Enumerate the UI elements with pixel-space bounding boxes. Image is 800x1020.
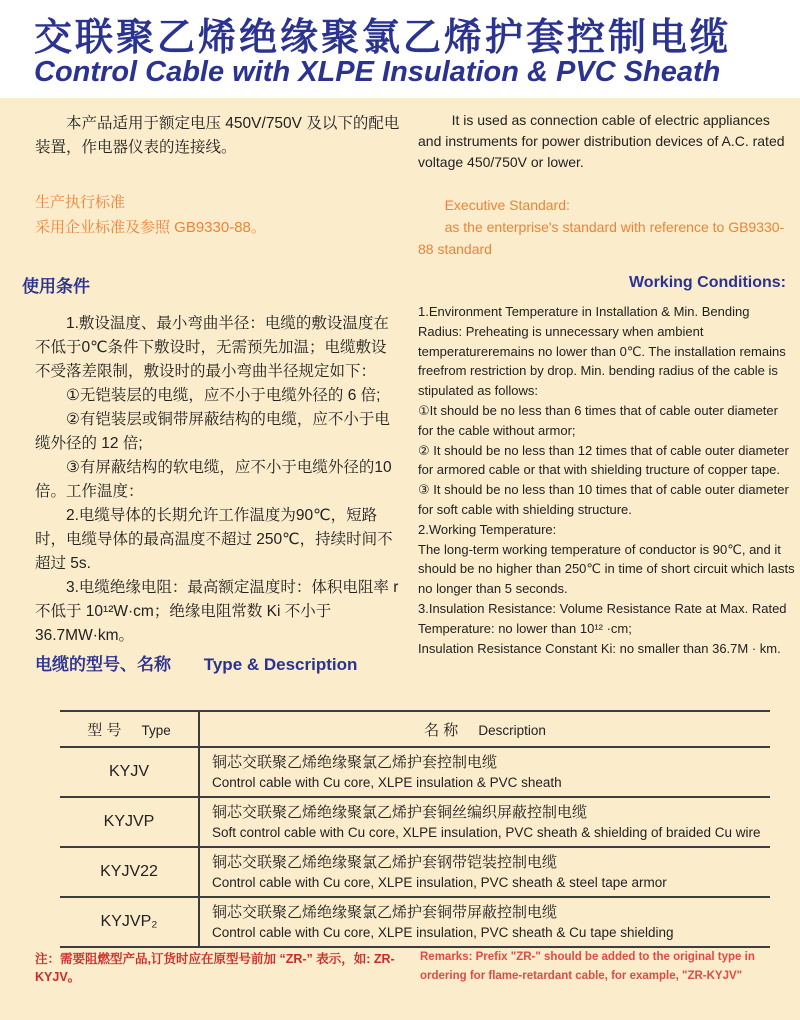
executive-standard-body-en: as the enterprise's standard with reference to GB9330-88 standard <box>418 219 785 257</box>
executive-standard-en <box>418 194 792 260</box>
working-zh-paragraph: ①无铠装层的电缆，应不小于电缆外径的 6 倍; <box>66 387 381 404</box>
table-header-row <box>60 711 770 747</box>
executive-standard-title-zh: 生产执行标准 <box>35 194 126 211</box>
working-en-paragraph: ③ It should be no less than 10 times that of cable outer diameter for soft cable with shielding structure. <box>418 482 789 517</box>
type-cell: KYJVP <box>60 797 199 847</box>
working-zh-paragraph: 3.电缆绝缘电阻：最高额定温度时：体积电阻率 r 不低于 10¹²W·cm；绝缘电阻常数 Ki 不小于 36.7MW·km。 <box>35 579 399 644</box>
table-header-type-zh: 型 号 <box>87 721 122 739</box>
working-zh-paragraph: 2.电缆导体的长期允许工作温度为90℃，短路时，电缆导体的最高温度不超过 250℃，持续时间不超过 5s. <box>35 507 393 572</box>
table-row <box>60 847 770 897</box>
intro-paragraph-zh <box>35 112 400 160</box>
table-row <box>60 747 770 797</box>
working-conditions-heading-en: Working Conditions: <box>628 274 786 291</box>
working-zh-paragraph: ②有铠装层或铜带屏蔽结构的电缆，应不小于电缆外径的 12 倍; <box>35 411 390 452</box>
working-en-paragraph: 3.Insulation Resistance: Volume Resistance Rate at Max. Rated Temperature: no lower than 10¹² ·cm; <box>418 600 787 636</box>
masthead <box>0 0 800 98</box>
executive-standard-zh <box>35 190 400 240</box>
working-zh-paragraph: ③有屏蔽结构的软电缆，应不小于电缆外径的10倍。工作温度： <box>35 459 392 500</box>
table-header-description <box>199 711 770 747</box>
working-en-paragraph: ①It should be no less than 6 times that of cable outer diameter for the cable without armor; <box>418 402 778 438</box>
description-zh: 铜芯交联聚乙烯绝缘聚氯乙烯护套钢带铠装控制电缆 <box>212 854 558 871</box>
description-cell <box>199 897 770 947</box>
type-cell: KYJVP₂ <box>60 897 199 947</box>
table-header-desc-zh: 名 称 <box>424 721 459 739</box>
working-conditions-text-en <box>418 302 796 658</box>
working-zh-paragraph: 1.敷设温度、最小弯曲半径：电缆的敷设温度在不低于0℃条件下敷设时，无需预先加温；电缆敷设不受落差限制，敷设时的最小弯曲半径规定如下： <box>35 315 389 380</box>
description-en: Control cable with Cu core, XLPE insulation, PVC sheath & steel tape armor <box>212 875 667 890</box>
description-en: Control cable with Cu core, XLPE insulation & PVC sheath <box>212 775 562 790</box>
type-cell: KYJV22 <box>60 847 199 897</box>
type-description-heading-en: Type & Description <box>203 655 358 674</box>
working-conditions-text-zh <box>35 312 400 648</box>
table-header-desc-en: Description <box>478 722 546 738</box>
intro-text-zh: 本产品适用于额定电压 450V/750V 及以下的配电装置，作电器仪表的连接线。 <box>35 115 400 156</box>
description-cell <box>199 847 770 897</box>
description-en: Control cable with Cu core, XLPE insulation, PVC sheath & Cu tape shielding <box>212 925 674 940</box>
table-row <box>60 897 770 947</box>
type-description-heading-zh: 电缆的型号、名称 <box>35 655 171 674</box>
working-en-paragraph: 2.Working Temperature: <box>418 521 557 537</box>
remark-note-en: Remarks: Prefix "ZR-" should be added to the original type in ordering for flame-retardant cable, for example, "ZR-KYJV" <box>420 951 755 982</box>
page-title-zh: 交联聚乙烯绝缘聚氯乙烯护套控制电缆 <box>34 17 732 59</box>
working-conditions-heading-zh: 使用条件 <box>22 277 90 296</box>
description-cell <box>199 747 770 797</box>
working-en-paragraph: ② It should be no less than 12 times that of cable outer diameter for armored cable or that with shielding tructure of copper tape. <box>418 442 789 478</box>
description-en: Soft control cable with Cu core, XLPE insulation, PVC sheath & shielding of braided Cu wire <box>212 825 761 840</box>
working-en-paragraph: Insulation Resistance Constant Ki: no smaller than 36.7M · km. <box>418 640 781 656</box>
working-en-paragraph: 1.Environment Temperature in Installation & Min. Bending Radius: Preheating is unnecessary when ambient temperatureremains no lower than 0℃. The installation remains freefrom restriction by drop. Min. bending radius of the cable is stipulated as follows: <box>418 304 786 399</box>
type-description-table <box>60 710 770 948</box>
description-zh: 铜芯交联聚乙烯绝缘聚氯乙烯护套铜带屏蔽控制电缆 <box>212 904 558 921</box>
description-zh: 铜芯交联聚乙烯绝缘聚氯乙烯护套铜丝编织屏蔽控制电缆 <box>212 804 588 821</box>
executive-standard-title-en: Executive Standard: <box>444 197 570 213</box>
table-header-type <box>60 711 199 747</box>
table-header-type-en: Type <box>141 722 171 738</box>
remark-note-zh: 注：需要阻燃型产品,订货时应在原型号前加 “ZR-” 表示，如: ZR-KYJV。 <box>35 952 395 984</box>
page-title-en: Control Cable with XLPE Insulation & PVC Sheath <box>34 56 721 88</box>
description-zh: 铜芯交联聚乙烯绝缘聚氯乙烯护套控制电缆 <box>212 754 498 771</box>
type-description-heading <box>35 650 357 675</box>
executive-standard-body-zh: 采用企业标准及参照 GB9330-88。 <box>35 219 266 236</box>
type-cell: KYJV <box>60 747 199 797</box>
working-en-paragraph: The long-term working temperature of conductor is 90℃, and it should be no higher than 250℃ in time of short circuit which lasts no longer than 5 seconds. <box>418 541 795 597</box>
description-cell <box>199 797 770 847</box>
intro-text-en: It is used as connection cable of electric appliances and instruments for power distribution devices of A.C. rated voltage 450/750V or lower. <box>418 112 785 170</box>
table-row <box>60 797 770 847</box>
intro-paragraph-en <box>418 110 792 173</box>
